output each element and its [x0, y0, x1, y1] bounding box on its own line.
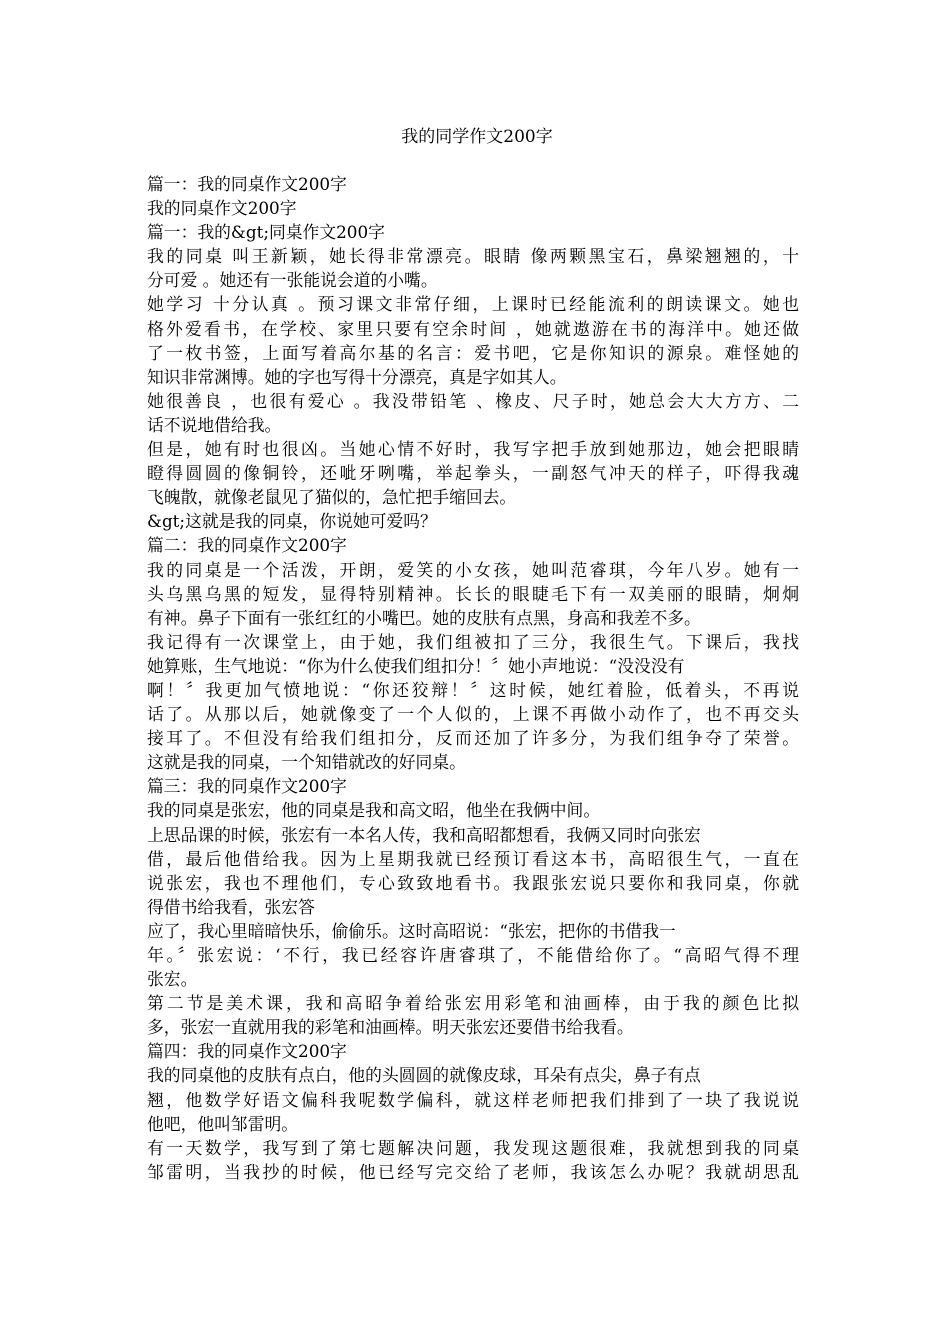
text-line: 第二节是美术课，我和高昭争着给张宏用彩笔和油画棒，由于我的颜色比拟 [147, 993, 799, 1014]
text-line: 多，张宏一直就用我的彩笔和油画棒。明天张宏还要借书给我看。 [147, 1017, 634, 1038]
text-line: 分可爱 。她还有一张能说会道的小嘴。 [147, 270, 438, 291]
text-line: 篇一：我的&gt;同桌作文200字 [147, 222, 385, 243]
text-line: 篇三：我的同桌作文200字 [147, 776, 347, 797]
text-line: 翘，他数学好语文偏科我呢数学偏科，就这样老师把我们排到了一块了我说说 [147, 1089, 799, 1110]
text-line: 年。〞张宏说：‘不行，我已经容许唐睿琪了，不能借给你了。“高昭气得不理 [147, 945, 799, 965]
text-line: 我的同桌是一个活泼，开朗，爱笑的小女孩，她叫范睿琪，今年八岁。她有一 [147, 559, 799, 580]
text-line: 了一枚书签，上面写着高尔基的名言：爱书吧，它是你知识的源泉。难怪她的 [147, 342, 799, 363]
text-line: 这就是我的同桌，一个知错就改的好同桌。 [147, 752, 466, 773]
text-line: 我记得有一次课堂上，由于她，我们组被扣了三分，我很生气。下课后，我找 [147, 631, 799, 652]
text-line: 接耳了。不但没有给我们组扣分，反而还加了许多分，为我们组争夺了荣誉。 [147, 728, 799, 749]
text-line: 但是，她有时也很凶。当她心情不好时，我写字把手放到她那边，她会把眼睛 [147, 439, 799, 460]
text-line: 格外爱看书，在学校、家里只要有空余时间 ，她就遨游在书的海洋中。她还做 [147, 318, 799, 339]
text-line: 啊！〞我更加气愤地说：“你还狡辩！〞这时候，她红着脸，低着头，不再说 [147, 679, 799, 700]
text-line: 得借书给我看，张宏答 [147, 896, 315, 917]
text-line: 我的同桌是张宏，他的同桌是我和高文昭，他坐在我俩中间。 [147, 800, 601, 821]
text-line: 有神。鼻子下面有一张红红的小嘴巴。她的皮肤有点黑，身高和我差不多。 [147, 607, 701, 628]
text-line: 我的同桌他的皮肤有点白，他的头圆圆的就像皮球，耳朵有点尖，鼻子有点 [147, 1065, 701, 1086]
text-line: 话不说地借给我。 [147, 414, 282, 435]
text-line: 篇四：我的同桌作文200字 [147, 1041, 347, 1062]
text-line: 说张宏，我也不理他们，专心致致地看书。我跟张宏说只要你和我同桌，你就 [147, 872, 799, 893]
text-line: 他吧，他叫邹雷明。 [147, 1113, 299, 1134]
text-line: 话了。从那以后，她就像变了一个人似的，上课不再做小动作了，也不再交头 [147, 704, 799, 725]
text-line: 她算账，生气地说：“你为什么使我们组扣分！〞她小声地说：“没没没有 [147, 655, 685, 676]
text-line: 借，最后他借给我。因为上星期我就已经预订看这本书，高昭很生气，一直在 [147, 848, 799, 869]
text-line: 她很善良 ，也很有爱心 。我没带铅笔 、橡皮、尺子时，她总会大大方方、二 [147, 390, 799, 411]
text-line: 篇二：我的同桌作文200字 [147, 535, 347, 556]
text-line: 瞪得圆圆的像铜铃，还呲牙咧嘴，举起拳头，一副怒气冲天的样子，吓得我魂 [147, 463, 799, 484]
document-title: 我的同学作文200字 [401, 127, 553, 147]
text-line: 飞魄散，就像老鼠见了猫似的，急忙把手缩回去。 [147, 487, 517, 508]
text-line: 张宏。 [147, 969, 198, 990]
text-line: 我的同桌 叫王新颖，她长得非常漂亮。眼睛 像两颗黑宝石，鼻梁翘翘的，十 [147, 246, 799, 267]
text-line: 有一天数学，我写到了第七题解决问题，我发现这题很难，我就想到我的同桌 [147, 1137, 799, 1158]
text-line: 篇一：我的同桌作文200字 [147, 174, 347, 194]
text-line: 上思品课的时候，张宏有一本名人传，我和高昭都想看，我俩又同时向张宏 [147, 824, 701, 845]
text-line: 邹雷明，当我抄的时候，他已经写完交给了老师，我该怎么办呢？我就胡思乱 [147, 1161, 799, 1182]
text-line: 她学习 十分认真 。预习课文非常仔细，上课时已经能流利的朗读课文。她也 [147, 294, 799, 315]
text-line: 应了，我心里暗暗快乐，偷偷乐。这时高昭说：“张宏，把你的书借我一 [147, 920, 676, 941]
text-line: 我的同桌作文200字 [147, 198, 297, 219]
text-line: 头乌黑乌黑的短发，显得特别精神。长长的眼睫毛下有一双美丽的眼睛，炯炯 [147, 583, 799, 604]
text-line: 知识非常渊博。她的字也写得十分漂亮，真是字如其人。 [147, 366, 567, 387]
document-body [147, 172, 807, 1184]
text-line: &gt;这就是我的同桌，你说她可爱吗？ [147, 511, 437, 532]
